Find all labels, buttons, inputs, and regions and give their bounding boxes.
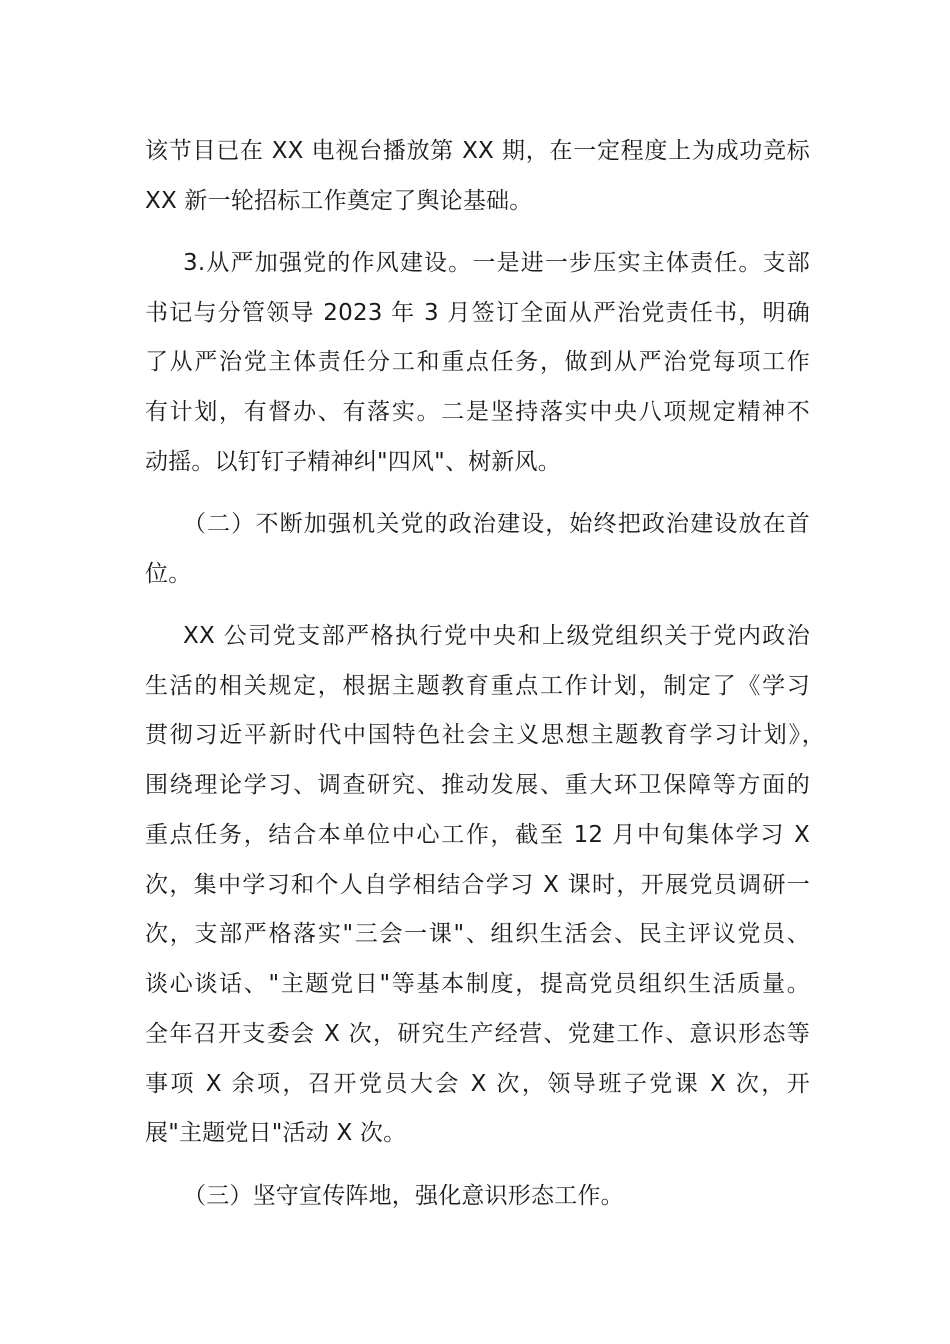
text-line: 贯彻习近平新时代中国特色社会主义思想主题教育学习计划》，: [145, 722, 825, 748]
section-heading-2-cont: 位。: [145, 561, 192, 587]
text-line: XX 新一轮招标工作奠定了舆论基础。: [145, 188, 533, 214]
text-line: 书记与分管领导 2023 年 3 月签订全面从严治党责任书，明确: [145, 300, 810, 326]
text-line: 了从严治党主体责任分工和重点任务，做到从严治党每项工作: [145, 349, 810, 375]
section-heading-2: （二）不断加强机关党的政治建设，始终把政治建设放在首: [183, 511, 810, 537]
text-line: 3.从严加强党的作风建设。一是进一步压实主体责任。支部: [183, 250, 810, 276]
text-line: 次，支部严格落实"三会一课"、组织生活会、民主评议党员、: [145, 921, 810, 947]
text-line: 谈心谈话、"主题党日"等基本制度，提高党员组织生活质量。: [145, 971, 810, 997]
text-line: 重点任务，结合本单位中心工作，截至 12 月中旬集体学习 X: [145, 822, 810, 848]
text-line: 次，集中学习和个人自学相结合学习 X 课时，开展党员调研一: [145, 872, 810, 898]
text-line: 展"主题党日"活动 X 次。: [145, 1120, 407, 1146]
text-line: 生活的相关规定，根据主题教育重点工作计划，制定了《学习: [145, 673, 810, 699]
text-line: 围绕理论学习、调查研究、推动发展、重大环卫保障等方面的: [145, 772, 810, 798]
text-line: 有计划，有督办、有落实。二是坚持落实中央八项规定精神不: [145, 399, 810, 425]
text-line: 事项 X 余项，召开党员大会 X 次，领导班子党课 X 次，开: [145, 1071, 810, 1097]
text-line: 该节目已在 XX 电视台播放第 XX 期，在一定程度上为成功竞标: [145, 138, 810, 164]
text-line: XX 公司党支部严格执行党中央和上级党组织关于党内政治: [183, 623, 810, 649]
section-heading-3: （三）坚守宣传阵地，强化意识形态工作。: [183, 1183, 624, 1209]
text-line: 全年召开支委会 X 次，研究生产经营、党建工作、意识形态等: [145, 1021, 810, 1047]
text-line: 动摇。以钉钉子精神纠"四风"、树新风。: [145, 449, 561, 475]
